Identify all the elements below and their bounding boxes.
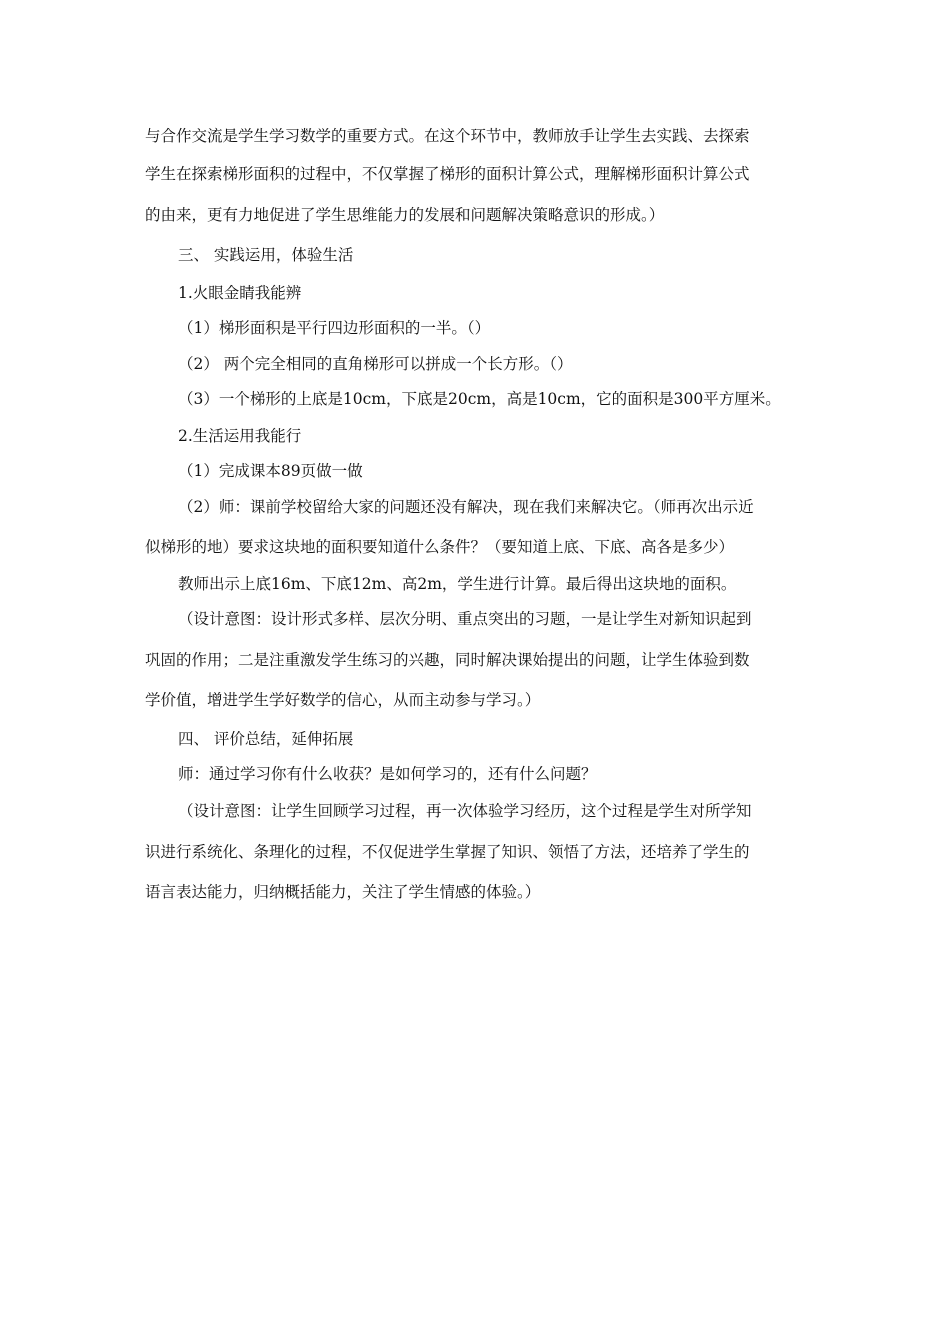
section-heading: 四、 评价总结，延伸拓展 — [178, 730, 354, 748]
subsection-heading: 2.生活运用我能行 — [178, 427, 302, 445]
design-intent-line: 学价值，增进学生学好数学的信心，从而主动参与学习。） — [145, 691, 541, 709]
design-intent-line: 识进行系统化、条理化的过程，不仅促进学生掌握了知识、领悟了方法，还培养了学生的 — [145, 843, 750, 861]
paragraph-line: 师：通过学习你有什么收获？是如何学习的，还有什么问题？ — [178, 765, 597, 783]
paragraph-line: 的由来，更有力地促进了学生思维能力的发展和问题解决策略意识的形成。） — [145, 206, 665, 224]
paragraph-line: 与合作交流是学生学习数学的重要方式。在这个环节中，教师放手让学生去实践、去探索 — [145, 127, 750, 145]
paragraph-line: 教师出示上底16m、下底12m、高2m，学生进行计算。最后得出这块地的面积。 — [178, 575, 737, 593]
section-heading: 三、 实践运用，体验生活 — [178, 246, 354, 264]
design-intent-line: 语言表达能力，归纳概括能力，关注了学生情感的体验。） — [145, 883, 541, 901]
design-intent-line: 巩固的作用；二是注重激发学生练习的兴趣，同时解决课始提出的问题，让学生体验到数 — [145, 651, 750, 669]
paragraph-line: 学生在探索梯形面积的过程中，不仅掌握了梯形的面积计算公式，理解梯形面积计算公式 — [145, 165, 750, 183]
question-item: （1）梯形面积是平行四边形面积的一半。（） — [178, 319, 491, 337]
question-item: （3）一个梯形的上底是10cm，下底是20cm，高是10cm，它的面积是300平方厘米。 — [178, 390, 781, 408]
question-item: （2） 两个完全相同的直角梯形可以拼成一个长方形。（） — [178, 355, 573, 373]
question-item: （2）师：课前学校留给大家的问题还没有解决，现在我们来解决它。（师再次出示近 — [178, 498, 754, 516]
paragraph-line: 似梯形的地）要求这块地的面积要知道什么条件？（要知道上底、下底、高各是多少） — [145, 538, 735, 556]
design-intent-line: （设计意图：设计形式多样、层次分明、重点突出的习题，一是让学生对新知识起到 — [178, 610, 752, 628]
subsection-heading: 1.火眼金睛我能辨 — [178, 284, 302, 302]
question-item: （1）完成课本89页做一做 — [178, 462, 363, 480]
design-intent-line: （设计意图：让学生回顾学习过程，再一次体验学习经历，这个过程是学生对所学知 — [178, 802, 752, 820]
